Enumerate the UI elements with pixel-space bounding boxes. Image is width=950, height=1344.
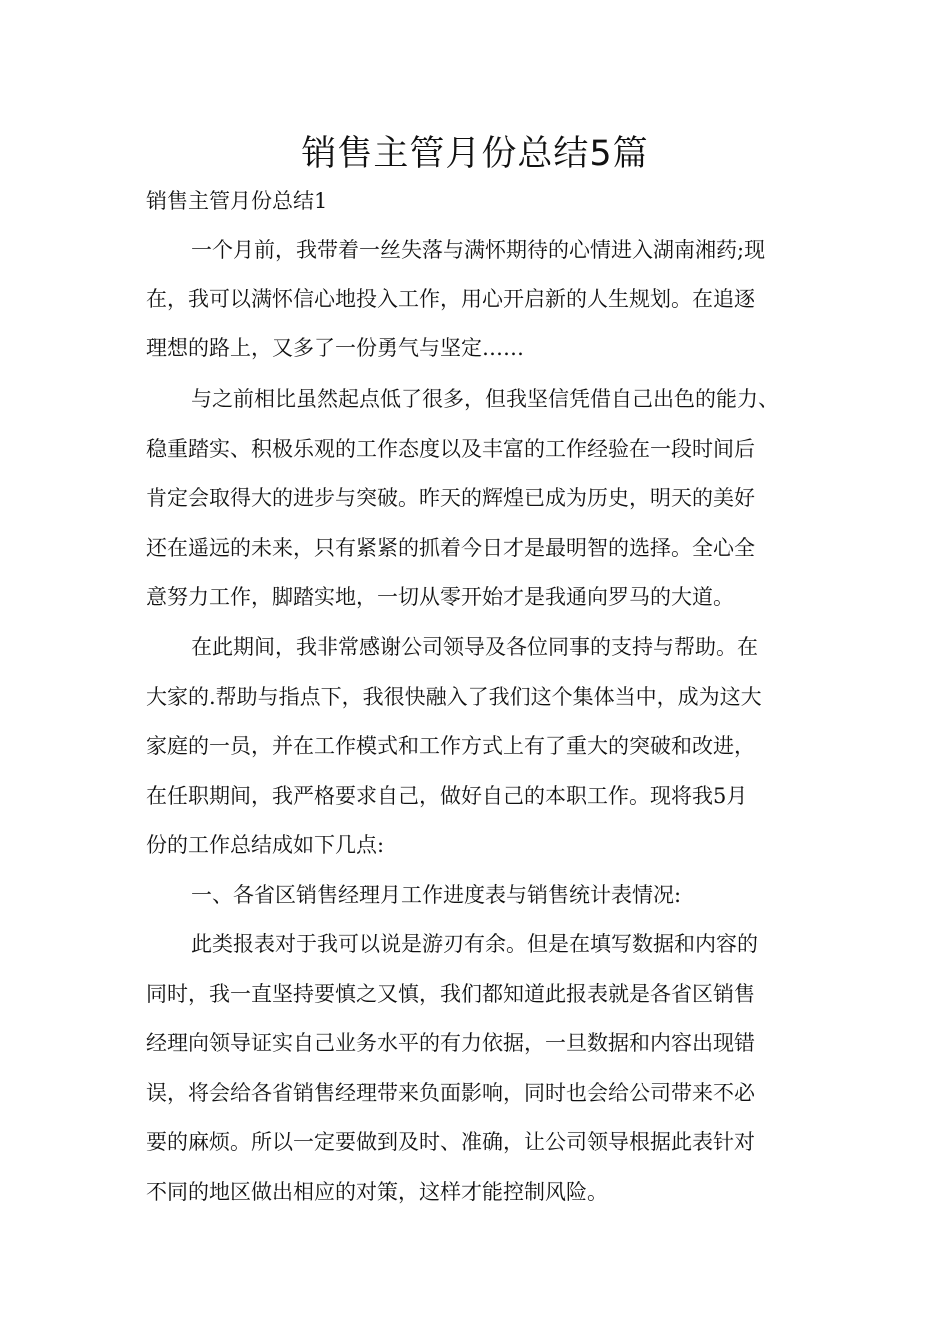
document-title: 销售主管月份总结5篇 bbox=[301, 134, 649, 174]
section-heading: 销售主管月份总结1 bbox=[146, 189, 328, 213]
body-line: 一个月前，我带着一丝失落与满怀期待的心情进入湖南湘药;现 bbox=[191, 238, 766, 262]
body-line: 同时，我一直坚持要慎之又慎，我们都知道此报表就是各省区销售 bbox=[146, 982, 755, 1006]
body-line: 肯定会取得大的进步与突破。昨天的辉煌已成为历史，明天的美好 bbox=[146, 486, 755, 510]
body-line: 此类报表对于我可以说是游刃有余。但是在填写数据和内容的 bbox=[191, 932, 758, 956]
body-line: 在此期间，我非常感谢公司领导及各位同事的支持与帮助。在 bbox=[191, 635, 758, 659]
body-line: 理想的路上，又多了一份勇气与坚定…… bbox=[146, 336, 524, 360]
body-line: 大家的.帮助与指点下，我很快融入了我们这个集体当中，成为这大 bbox=[146, 685, 762, 709]
body-line: 在，我可以满怀信心地投入工作，用心开启新的人生规划。在追逐 bbox=[146, 287, 755, 311]
body-line: 稳重踏实、积极乐观的工作态度以及丰富的工作经验在一段时间后 bbox=[146, 437, 755, 461]
body-line: 意努力工作，脚踏实地，一切从零开始才是我通向罗马的大道。 bbox=[146, 585, 734, 609]
body-line: 一、各省区销售经理月工作进度表与销售统计表情况: bbox=[191, 883, 682, 907]
body-line: 与之前相比虽然起点低了很多，但我坚信凭借自己出色的能力、 bbox=[191, 387, 779, 411]
body-line: 要的麻烦。所以一定要做到及时、准确，让公司领导根据此表针对 bbox=[146, 1130, 755, 1154]
body-line: 家庭的一员，并在工作模式和工作方式上有了重大的突破和改进， bbox=[146, 734, 755, 758]
body-line: 不同的地区做出相应的对策，这样才能控制风险。 bbox=[146, 1180, 608, 1204]
body-line: 误，将会给各省销售经理带来负面影响，同时也会给公司带来不必 bbox=[146, 1081, 755, 1105]
body-line: 还在遥远的未来，只有紧紧的抓着今日才是最明智的选择。全心全 bbox=[146, 536, 755, 560]
body-line: 在任职期间，我严格要求自己，做好自己的本职工作。现将我5月 bbox=[146, 784, 748, 808]
body-line: 份的工作总结成如下几点: bbox=[146, 833, 385, 857]
body-line: 经理向领导证实自己业务水平的有力依据，一旦数据和内容出现错 bbox=[146, 1031, 755, 1055]
